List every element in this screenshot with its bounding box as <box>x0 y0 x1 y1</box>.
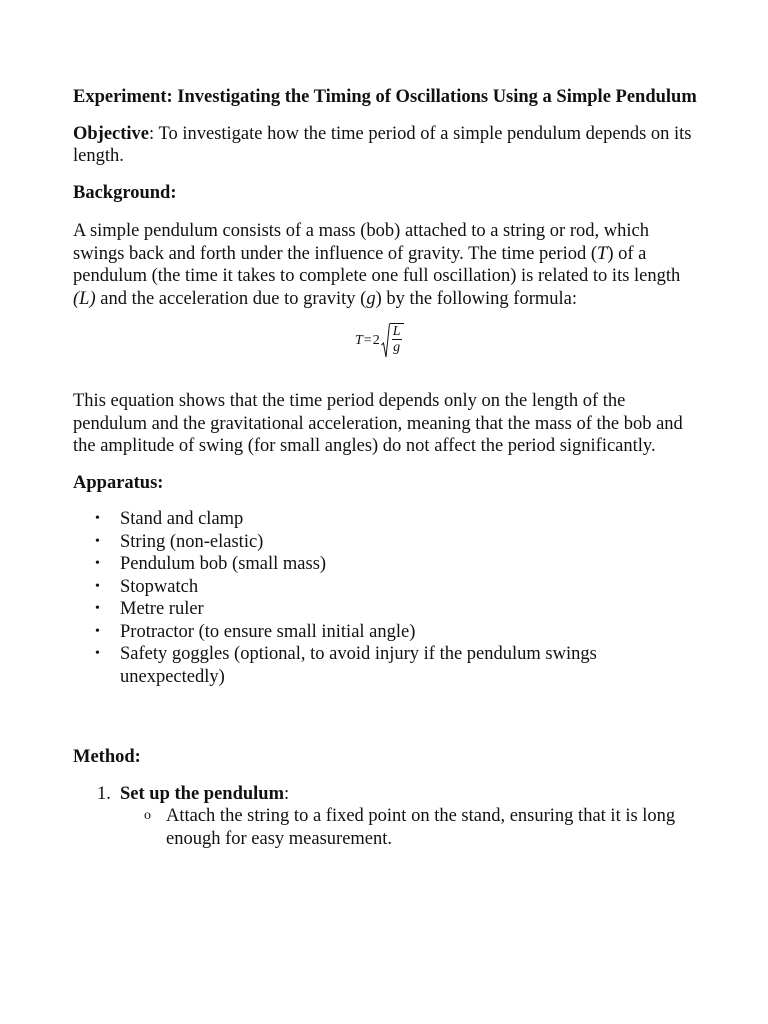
bullet-icon: • <box>95 623 100 639</box>
formula-lhs: T <box>355 333 363 348</box>
step-substeps <box>120 805 703 850</box>
list-item <box>73 508 703 531</box>
bullet-icon: • <box>95 601 100 616</box>
bullet-icon: • <box>95 511 100 526</box>
equation-explanation-paragraph: This equation shows that the time period depends only on the length of the pendulum and the gravitational acceleration, meaning that the mass of the bob and the amplitude of swing (for small angles) do not affect the period significantly. <box>73 391 683 456</box>
background-heading: Background: <box>73 182 177 203</box>
hollow-bullet-icon: o <box>144 808 151 823</box>
symbol-L: (L) <box>73 288 96 309</box>
list-item <box>73 643 703 688</box>
step-title-suffix: : <box>283 783 290 804</box>
background-text-part: and the acceleration due to gravity ( <box>95 288 367 309</box>
background-text-part: A simple pendulum consists of a mass (bob) attached to a string or rod, which swings back and forth under the influence of gravity. The time period ( <box>73 221 649 264</box>
symbol-g: g <box>366 288 376 309</box>
list-item-text: Protractor (to ensure small initial angle) <box>120 621 416 642</box>
method-heading: Method: <box>73 747 141 767</box>
bullet-icon: • <box>95 646 100 661</box>
list-item <box>73 598 703 621</box>
method-steps-list <box>73 783 703 851</box>
list-item-text: Stopwatch <box>120 576 199 597</box>
formula-coefficient: 2 <box>372 333 380 348</box>
bullet-icon: • <box>95 533 100 549</box>
list-item <box>73 576 703 599</box>
pendulum-formula <box>73 322 703 382</box>
list-item <box>73 621 703 644</box>
formula-equals: = <box>363 333 372 348</box>
formula-denominator: g <box>393 340 401 355</box>
list-item-text: Safety goggles (optional, to avoid injury if the pendulum swings unexpectedly) <box>120 644 597 687</box>
list-item <box>73 553 703 576</box>
list-item-text: Metre ruler <box>120 599 204 619</box>
background-paragraph <box>73 220 703 310</box>
list-item-text: Attach the string to a fixed point on the stand, ensuring that it is long enough for easy measurement. <box>166 806 676 849</box>
step-number: 1. <box>97 783 111 804</box>
background-text-part: ) by the following formula: <box>375 288 577 309</box>
list-item-text: Pendulum bob (small mass) <box>120 554 327 574</box>
formula-fraction <box>390 323 404 359</box>
objective-paragraph <box>73 123 703 168</box>
bullet-icon: • <box>95 578 100 594</box>
list-item <box>73 531 703 554</box>
background-text-part: ) of a pendulum (the time it takes to complete one full oscillation) is related to its length <box>73 243 681 286</box>
objective-text: : To investigate how the time period of a simple pendulum depends on its length. <box>73 123 692 166</box>
apparatus-heading: Apparatus: <box>73 472 164 493</box>
apparatus-list <box>73 508 703 688</box>
square-root <box>381 323 404 359</box>
symbol-T: T <box>597 243 608 264</box>
radical-sign-icon <box>381 323 390 359</box>
objective-label: Objective <box>73 123 150 144</box>
document-title: Experiment: Investigating the Timing of Oscillations Using a Simple Pendulum <box>73 87 697 107</box>
formula-numerator: L <box>392 324 401 339</box>
step-title: Set up the pendulum <box>120 783 284 804</box>
method-step <box>73 783 703 851</box>
list-item-text: String (non-elastic) <box>120 531 264 552</box>
list-item-text: Stand and clamp <box>120 509 244 529</box>
bullet-icon: • <box>95 556 100 571</box>
document-page <box>73 86 703 850</box>
list-item <box>120 805 703 850</box>
